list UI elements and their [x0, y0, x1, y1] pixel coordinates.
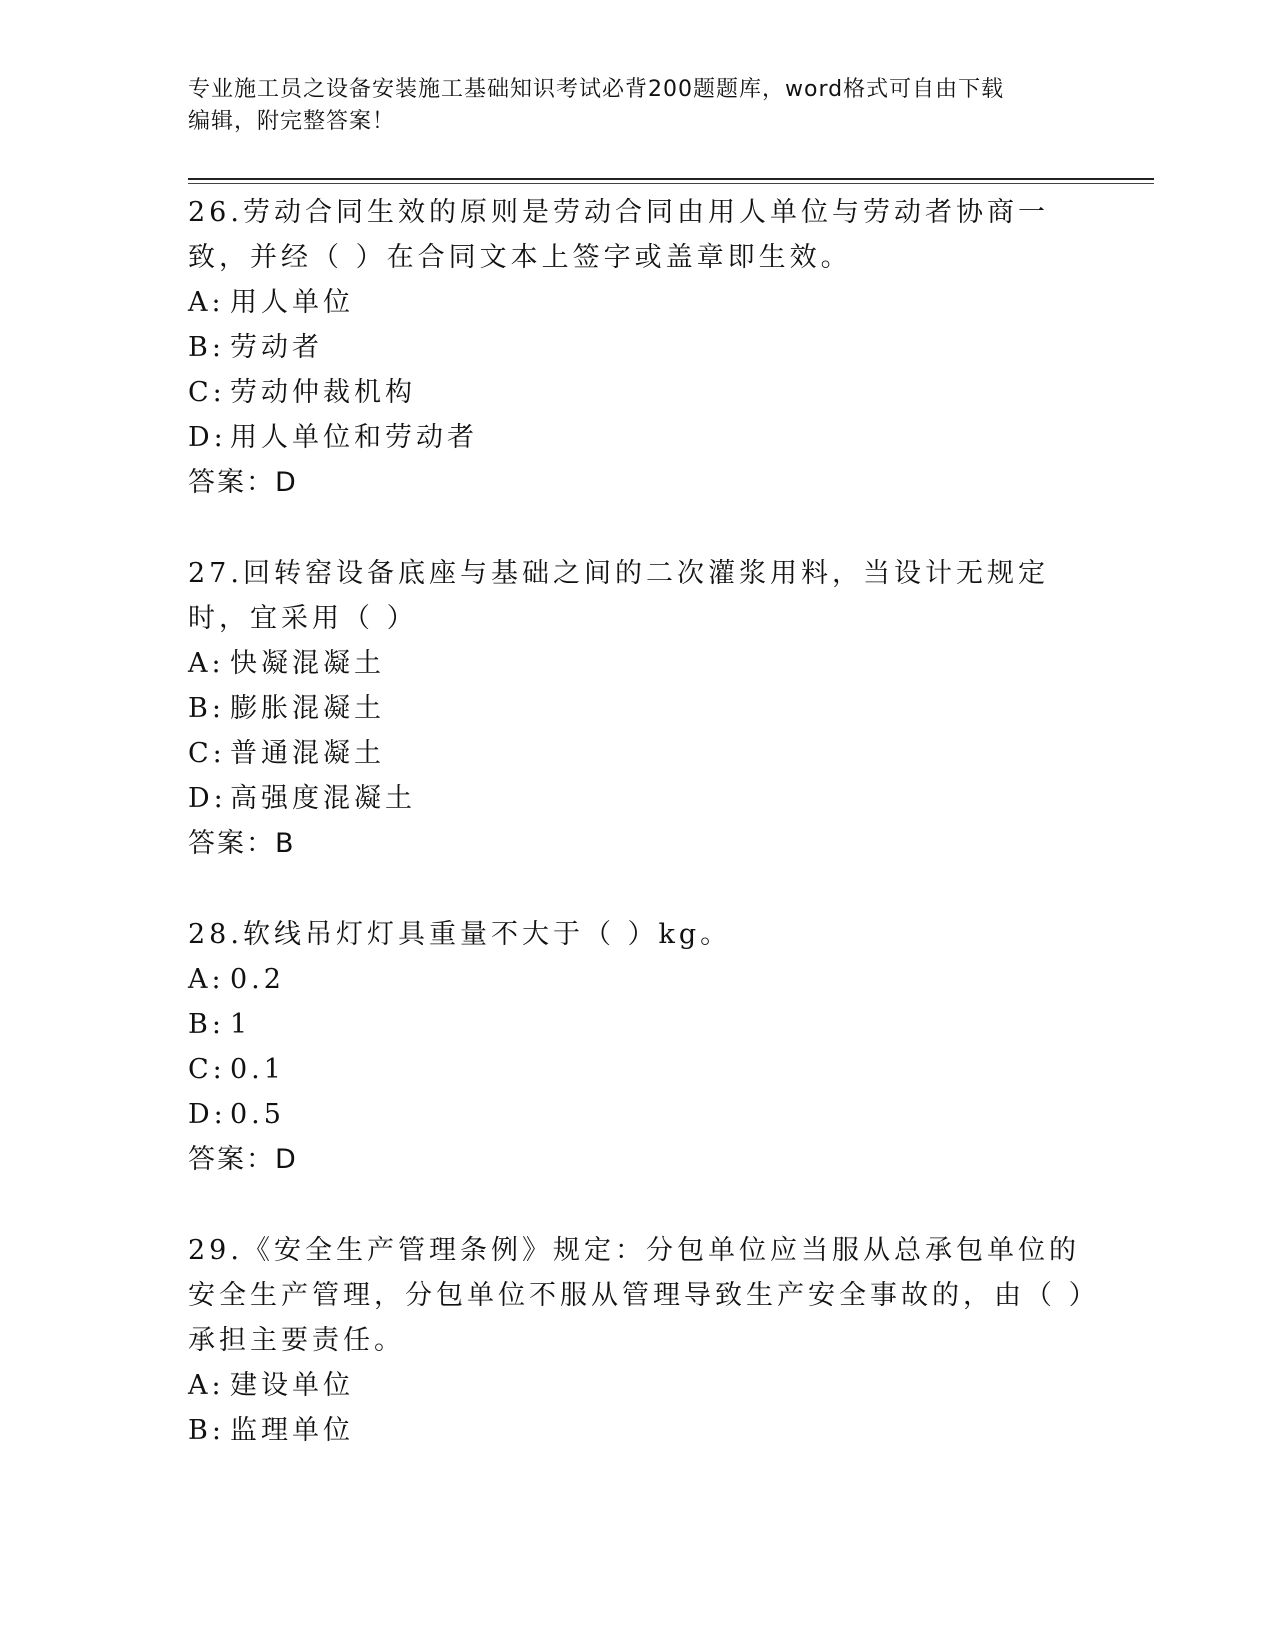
question-29 — [188, 1228, 1088, 1453]
question-text: 29.《安全生产管理条例》规定：分包单位应当服从总承包单位的安全生产管理，分包单位不服从管理导致生产安全事故的，由（ ）承担主要责任。 — [188, 1235, 1087, 1356]
option-text: 用人单位 — [230, 287, 354, 318]
option-b — [188, 1408, 1088, 1453]
option-label: A: — [188, 964, 225, 995]
document-header — [188, 74, 1068, 138]
option-label: D: — [188, 422, 227, 453]
option-d — [188, 415, 1088, 460]
option-label: A: — [188, 287, 225, 318]
option-label: A: — [188, 648, 225, 679]
option-text: 普通混凝土 — [230, 738, 385, 769]
option-a — [188, 957, 1088, 1002]
option-a — [188, 280, 1088, 325]
option-text: 0.2 — [230, 964, 285, 995]
option-a — [188, 1363, 1088, 1408]
option-text: 劳动者 — [230, 332, 323, 363]
option-label: C: — [188, 738, 226, 769]
option-label: B: — [188, 693, 225, 724]
question-27 — [188, 551, 1088, 866]
option-text: 高强度混凝土 — [230, 783, 416, 814]
question-text: 28.软线吊灯灯具重量不大于（ ）kg。 — [188, 919, 732, 950]
option-b — [188, 1002, 1088, 1047]
header-divider-thin — [188, 183, 1154, 184]
option-label: B: — [188, 1009, 225, 1040]
option-label: C: — [188, 377, 226, 408]
answer-line: 答案：B — [188, 828, 296, 859]
option-text: 建设单位 — [230, 1370, 354, 1401]
option-text: 膨胀混凝土 — [230, 693, 385, 724]
question-text: 26.劳动合同生效的原则是劳动合同由用人单位与劳动者协商一致，并经（ ）在合同文本上签字或盖章即生效。 — [188, 197, 1049, 273]
option-text: 劳动仲裁机构 — [230, 377, 416, 408]
option-label: D: — [188, 1099, 227, 1130]
option-c — [188, 731, 1088, 776]
question-26 — [188, 190, 1088, 505]
option-text: 0.5 — [230, 1099, 285, 1130]
option-b — [188, 686, 1088, 731]
option-label: C: — [188, 1054, 226, 1085]
option-b — [188, 325, 1088, 370]
option-text: 0.1 — [230, 1054, 285, 1085]
header-line-2: 编辑，附完整答案！ — [188, 109, 396, 134]
option-label: D: — [188, 783, 227, 814]
option-label: B: — [188, 332, 225, 363]
question-text: 27.回转窑设备底座与基础之间的二次灌浆用料，当设计无规定时，宜采用（ ） — [188, 558, 1049, 634]
option-text: 用人单位和劳动者 — [230, 422, 478, 453]
header-divider-thick — [188, 178, 1154, 180]
option-text: 快凝混凝土 — [230, 648, 385, 679]
answer-line: 答案：D — [188, 1144, 298, 1175]
option-c — [188, 1047, 1088, 1092]
option-text: 1 — [230, 1009, 252, 1040]
option-label: B: — [188, 1415, 225, 1446]
question-28 — [188, 912, 1088, 1182]
option-c — [188, 370, 1088, 415]
option-text: 监理单位 — [230, 1415, 354, 1446]
header-line-1: 专业施工员之设备安装施工基础知识考试必背200题题库，word格式可自由下载 — [188, 77, 1005, 102]
question-list — [188, 190, 1088, 1499]
answer-line: 答案：D — [188, 467, 298, 498]
option-a — [188, 641, 1088, 686]
option-d — [188, 1092, 1088, 1137]
option-label: A: — [188, 1370, 225, 1401]
option-d — [188, 776, 1088, 821]
